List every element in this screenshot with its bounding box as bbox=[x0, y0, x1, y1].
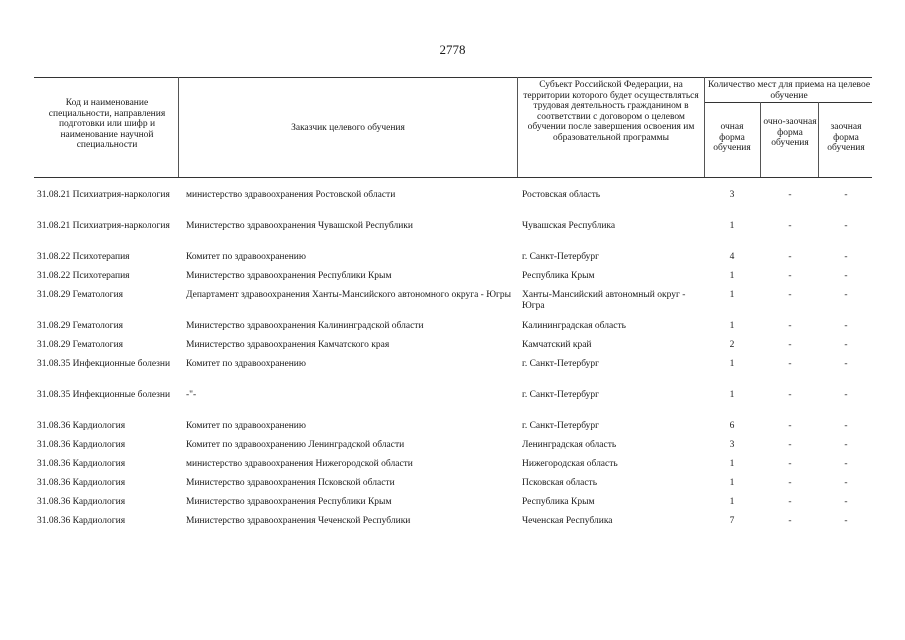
header-bottom-rule bbox=[34, 177, 872, 178]
cell-region: Республика Крым bbox=[522, 497, 595, 507]
cell-part-time: - bbox=[788, 421, 792, 431]
header-code: Код и наименование специальности, направления подготовки или шифр и наименование научной специальности bbox=[48, 98, 166, 150]
cell-full-time: 1 bbox=[729, 221, 735, 231]
header-top-rule bbox=[34, 77, 872, 78]
header-full-time: очная форма обучения bbox=[713, 122, 751, 153]
cell-full-time: 7 bbox=[729, 516, 735, 526]
cell-region: Калининградская область bbox=[522, 321, 626, 331]
cell-code: 31.08.29 Гематология bbox=[37, 321, 124, 331]
cell-code: 31.08.36 Кардиология bbox=[37, 478, 126, 488]
cell-extramural: - bbox=[844, 516, 848, 526]
cell-code: 31.08.22 Психотерапия bbox=[37, 252, 130, 262]
cell-region: Чувашская Республика bbox=[522, 221, 616, 231]
column-divider bbox=[818, 102, 819, 177]
cell-extramural: - bbox=[844, 221, 848, 231]
cell-code: 31.08.35 Инфекционные болезни bbox=[37, 390, 171, 400]
header-extramural: заочная форма обучения bbox=[827, 122, 865, 153]
cell-part-time: - bbox=[788, 271, 792, 281]
cell-extramural: - bbox=[844, 497, 848, 507]
cell-customer: Министерство здравоохранения Псковской области bbox=[186, 478, 395, 488]
cell-customer: Министерство здравоохранения Чувашской Республики bbox=[186, 221, 413, 231]
cell-region: г. Санкт-Петербург bbox=[522, 421, 600, 431]
cell-part-time: - bbox=[788, 497, 792, 507]
cell-part-time: - bbox=[788, 478, 792, 488]
cell-customer: Комитет по здравоохранению bbox=[186, 252, 306, 262]
cell-part-time: - bbox=[788, 190, 792, 200]
cell-full-time: 1 bbox=[729, 271, 735, 281]
header-customer: Заказчик целевого обучения bbox=[291, 123, 405, 133]
cell-region: Ханты-Мансийский автономный округ - Югра bbox=[522, 290, 686, 311]
column-divider bbox=[704, 77, 705, 177]
places-subheader-rule bbox=[704, 102, 872, 103]
cell-region: Псковская область bbox=[522, 478, 598, 488]
cell-code: 31.08.21 Психиатрия-наркология bbox=[37, 221, 170, 231]
cell-part-time: - bbox=[788, 359, 792, 369]
cell-full-time: 1 bbox=[729, 478, 735, 488]
cell-customer: -"- bbox=[186, 390, 197, 400]
page-number: 2778 bbox=[439, 42, 466, 57]
cell-full-time: 4 bbox=[729, 252, 735, 262]
cell-full-time: 1 bbox=[729, 497, 735, 507]
cell-full-time: 1 bbox=[729, 290, 735, 300]
column-divider bbox=[760, 102, 761, 177]
cell-code: 31.08.21 Психиатрия-наркология bbox=[37, 190, 170, 200]
cell-extramural: - bbox=[844, 271, 848, 281]
cell-extramural: - bbox=[844, 421, 848, 431]
cell-customer: Департамент здравоохранения Ханты-Мансийского автономного округа - Югры bbox=[186, 290, 512, 300]
cell-region: Камчатский край bbox=[522, 340, 592, 350]
cell-code: 31.08.22 Психотерапия bbox=[37, 271, 130, 281]
cell-part-time: - bbox=[788, 459, 792, 469]
cell-code: 31.08.29 Гематология bbox=[37, 340, 124, 350]
cell-region: г. Санкт-Петербург bbox=[522, 390, 600, 400]
cell-full-time: 1 bbox=[729, 390, 735, 400]
cell-region: Республика Крым bbox=[522, 271, 595, 281]
cell-region: Чеченская Республика bbox=[522, 516, 613, 526]
cell-code: 31.08.36 Кардиология bbox=[37, 421, 126, 431]
cell-customer: министерство здравоохранения Нижегородской области bbox=[186, 459, 413, 469]
cell-part-time: - bbox=[788, 516, 792, 526]
cell-code: 31.08.36 Кардиология bbox=[37, 459, 126, 469]
cell-extramural: - bbox=[844, 359, 848, 369]
cell-customer: министерство здравоохранения Ростовской области bbox=[186, 190, 396, 200]
cell-extramural: - bbox=[844, 440, 848, 450]
cell-extramural: - bbox=[844, 478, 848, 488]
cell-region: Нижегородская область bbox=[522, 459, 618, 469]
cell-code: 31.08.35 Инфекционные болезни bbox=[37, 359, 171, 369]
cell-region: Ростовская область bbox=[522, 190, 601, 200]
column-divider bbox=[517, 77, 518, 177]
cell-part-time: - bbox=[788, 440, 792, 450]
cell-part-time: - bbox=[788, 340, 792, 350]
cell-region: г. Санкт-Петербург bbox=[522, 359, 600, 369]
cell-customer: Министерство здравоохранения Камчатского края bbox=[186, 340, 390, 350]
cell-extramural: - bbox=[844, 190, 848, 200]
cell-customer: Комитет по здравоохранению bbox=[186, 421, 306, 431]
cell-customer: Комитет по здравоохранению bbox=[186, 359, 306, 369]
cell-part-time: - bbox=[788, 221, 792, 231]
header-region: Субъект Российской Федерации, на территории которого будет осуществляться трудовая деятельность гражданином в соответствии с договором о целевом обучении после завершения освоения им образовательной программы bbox=[523, 80, 699, 143]
cell-extramural: - bbox=[844, 390, 848, 400]
cell-part-time: - bbox=[788, 390, 792, 400]
cell-full-time: 3 bbox=[729, 190, 735, 200]
cell-full-time: 2 bbox=[729, 340, 735, 350]
cell-code: 31.08.29 Гематология bbox=[37, 290, 124, 300]
cell-extramural: - bbox=[844, 252, 848, 262]
cell-part-time: - bbox=[788, 252, 792, 262]
cell-code: 31.08.36 Кардиология bbox=[37, 440, 126, 450]
cell-full-time: 1 bbox=[729, 321, 735, 331]
cell-region: г. Санкт-Петербург bbox=[522, 252, 600, 262]
cell-customer: Министерство здравоохранения Республики Крым bbox=[186, 497, 392, 507]
cell-customer: Министерство здравоохранения Калининградской области bbox=[186, 321, 424, 331]
cell-part-time: - bbox=[788, 290, 792, 300]
cell-region: Ленинградская область bbox=[522, 440, 617, 450]
cell-full-time: 6 bbox=[729, 421, 735, 431]
cell-code: 31.08.36 Кардиология bbox=[37, 497, 126, 507]
cell-extramural: - bbox=[844, 340, 848, 350]
cell-full-time: 3 bbox=[729, 440, 735, 450]
cell-customer: Министерство здравоохранения Республики Крым bbox=[186, 271, 392, 281]
cell-customer: Министерство здравоохранения Чеченской Республики bbox=[186, 516, 411, 526]
cell-extramural: - bbox=[844, 459, 848, 469]
header-places: Количество мест для приема на целевое обучение bbox=[707, 80, 871, 101]
cell-full-time: 1 bbox=[729, 459, 735, 469]
cell-extramural: - bbox=[844, 321, 848, 331]
cell-code: 31.08.36 Кардиология bbox=[37, 516, 126, 526]
cell-customer: Комитет по здравоохранению Ленинградской области bbox=[186, 440, 405, 450]
header-part-time: очно-заочная форма обучения bbox=[763, 117, 817, 148]
cell-part-time: - bbox=[788, 321, 792, 331]
column-divider bbox=[178, 77, 179, 177]
cell-full-time: 1 bbox=[729, 359, 735, 369]
cell-extramural: - bbox=[844, 290, 848, 300]
